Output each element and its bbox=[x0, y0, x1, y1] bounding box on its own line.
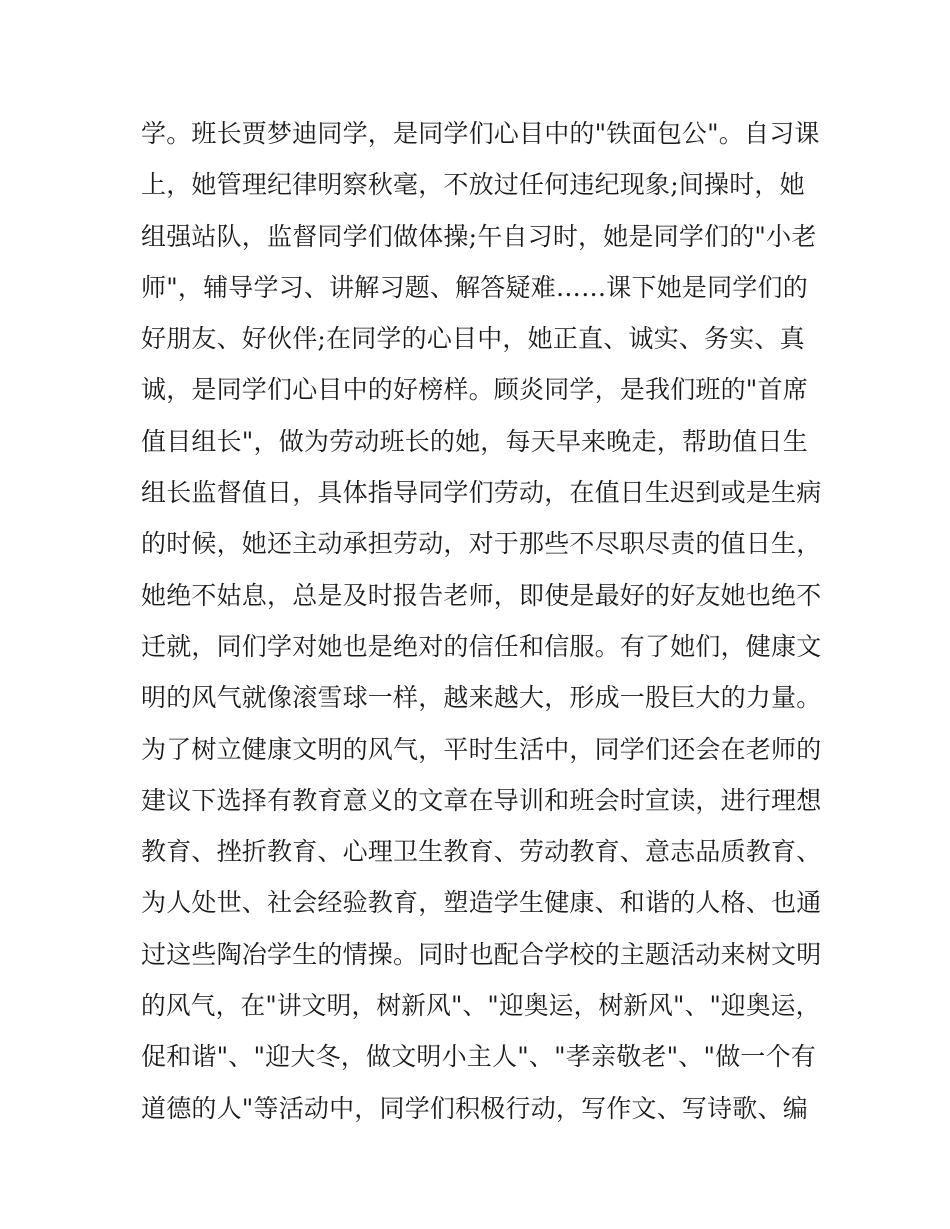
text-line-20: 道德的人"等活动中，同学们积极行动，写作文、写诗歌、编 bbox=[141, 1093, 808, 1123]
text-line-6: 诚，是同学们心目中的好榜样。顾炎同学，是我们班的"首席 bbox=[141, 375, 808, 405]
text-line-5: 好朋友、好伙伴;在同学的心目中，她正直、诚实、务实、真 bbox=[141, 324, 805, 354]
text-line-1: 学。班长贾梦迪同学，是同学们心目中的"铁面包公"。自习课 bbox=[141, 119, 820, 148]
text-line-16: 为人处世、社会经验教育，塑造学生健康、和谐的人格、也通 bbox=[141, 888, 822, 918]
text-line-15: 教育、挫折教育、心理卫生教育、劳动教育、意志品质教育、 bbox=[141, 837, 822, 867]
text-line-9: 的时候，她还主动承担劳动，对于那些不尽职尽责的值日生， bbox=[141, 529, 822, 559]
text-line-13: 为了树立健康文明的风气，平时生活中，同学们还会在老师的 bbox=[141, 734, 822, 764]
text-line-12: 明的风气就像滚雪球一样，越来越大，形成一股巨大的力量。 bbox=[141, 683, 822, 713]
body-text bbox=[141, 108, 821, 1134]
text-line-2: 上，她管理纪律明察秋毫，不放过任何违纪现象;间操时，她 bbox=[141, 170, 805, 200]
text-line-14: 建议下选择有教育意义的文章在导训和班会时宣读，进行理想 bbox=[141, 785, 822, 815]
text-line-4: 师"，辅导学习、讲解习题、解答疑难……课下她是同学们的 bbox=[141, 272, 808, 302]
text-line-3: 组强站队，监督同学们做体操;午自习时，她是同学们的"小老 bbox=[141, 221, 817, 251]
text-line-8: 组长监督值日，具体指导同学们劳动，在值日生迟到或是生病 bbox=[141, 478, 822, 508]
text-line-18: 的风气，在"讲文明，树新风"、"迎奥运，树新风"、"迎奥运， bbox=[141, 991, 821, 1021]
text-line-10: 她绝不姑息，总是及时报告老师，即使是最好的好友她也绝不 bbox=[141, 580, 822, 610]
text-line-19: 促和谐"、"迎大冬，做文明小主人"、"孝亲敬老"、"做一个有 bbox=[141, 1042, 816, 1072]
text-line-11: 迁就，同们学对她也是绝对的信任和信服。有了她们，健康文 bbox=[141, 631, 822, 661]
text-line-17: 过这些陶冶学生的情操。同时也配合学校的主题活动来树文明 bbox=[141, 939, 822, 969]
text-line-7: 值目组长"，做为劳动班长的她，每天早来晚走，帮助值日生 bbox=[141, 426, 808, 456]
